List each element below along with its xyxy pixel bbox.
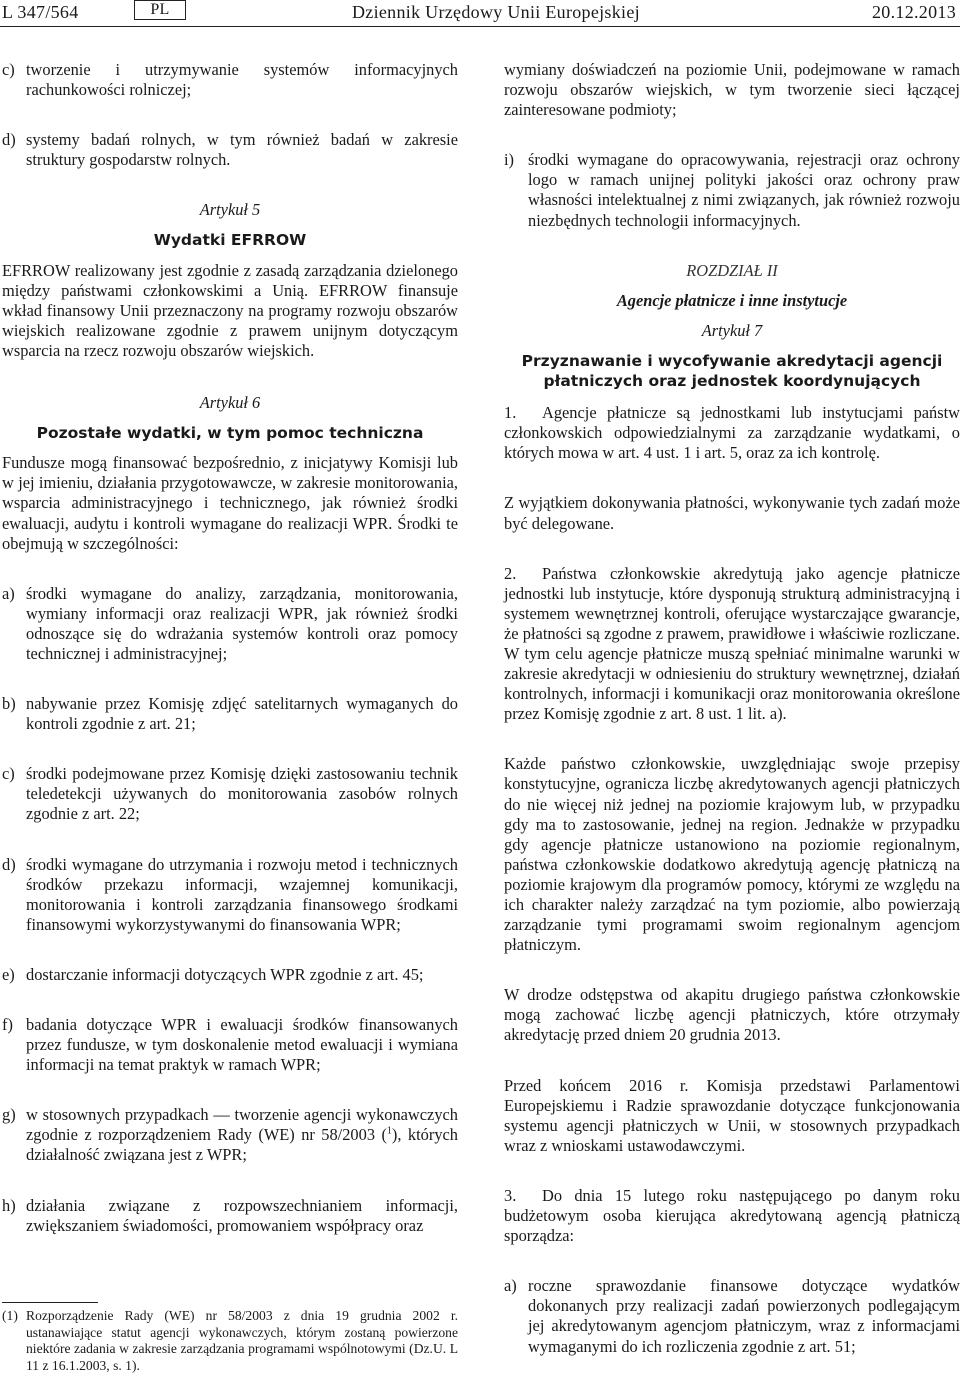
item-text: działania związane z rozpowszechnianiem informacji, zwiększaniem świadomości, promowaniem współpracy oraz: [26, 1195, 458, 1235]
paragraph-number: 2.: [504, 563, 517, 583]
item-text: roczne sprawozdanie finansowe dotyczące wydatków dokonanych przy realizacji zadań powierzonych podlegającym jej akredytowanym agencjom płatniczym, wraz z informacjami wymaganymi do ich rozliczenia zgodnie z art. 51;: [528, 1276, 960, 1356]
item-text: środki podejmowane przez Komisję dzięki zastosowaniu technik teledetekcji używanych do monitorowania zasobów rolnych zgodnie z art. 22;: [26, 764, 458, 824]
list-item: [2, 60, 458, 100]
item-text: dostarczanie informacji dotyczących WPR zgodnie z art. 45;: [26, 964, 424, 984]
page-header: [0, 0, 960, 27]
list-item: [2, 1196, 458, 1236]
continued-text: wymiany doświadczeń na poziomie Unii, podejmowane w ramach rozwoju obszarów wiejskich, w tym tworzenie sieci łączącej zainteresowane podmioty;: [504, 60, 960, 120]
paragraph-text: Państwa członkowskie akredytują jako agencje płatnicze jednostki lub instytucje, które dysponują strukturą administracyjną i systemem wewnętrznej kontroli, oferujące wystarczające gwarancje, że płatności są zgodne z prawem, prawidłowe i właściwie rozliczane. W tym celu agencje płatnicze muszą spełniać minimalne warunki w zakresie akredytacji w odniesieniu do struktury wewnętrznej, działań kontrolnych, informacji i komunikacji oraz monitorowania określone przez Komisję zgodnie z art. 8 ust. 1 lit. a).: [504, 563, 960, 724]
list-item: [2, 694, 458, 734]
paragraph-2-sub-1: Każde państwo członkowskie, uwzględniając swoje przepisy konstytucyjne, ogranicza liczbę akredytowanych agencji płatniczych do nie więcej niż jednej na poziomie krajowym lub, w przypadku gdy ma to zastosowanie, jednej na region. Jednakże w przypadku gdy agencje płatnicze ustanowiono na poziomie regionalnym, państwa członkowskie dodatkowo akredytują agencję płatniczą na poziomie krajowym dla programów pomocy, którymi ze względu na ich charakter należy zarządzać na tym poziomie, albo powierzają zarządzanie tymi programami swoim regionalnym agencjom płatniczym.: [504, 754, 960, 955]
article-6-number: Artykuł 6: [199, 393, 261, 413]
item-text: systemy badań rolnych, w tym również badań w zakresie struktury gospodarstw rolnych.: [26, 130, 458, 170]
left-column: [2, 60, 458, 1236]
list-item: [504, 1276, 960, 1356]
list-item: [2, 1015, 458, 1075]
footnote-reference[interactable]: 1: [386, 1125, 392, 1137]
list-item: [2, 965, 458, 985]
right-column: [504, 60, 960, 1357]
item-label: a): [2, 583, 15, 603]
paragraph-number: 3.: [504, 1185, 517, 1205]
footnote-text: Rozporządzenie Rady (WE) nr 58/2003 z dnia 19 grudnia 2002 r. ustanawiające statut agencji wykonawczych, którym zostaną powierzone niektóre zadania w zakresie zarządzania programami wspólnotowymi (Dz.U. L 11 z 16.1.2003, s. 1).: [26, 1308, 458, 1373]
footnote-divider: [2, 1302, 98, 1303]
list-item: [504, 150, 960, 230]
item-label: a): [504, 1276, 517, 1296]
paragraph-2-sub-2: W drodze odstępstwa od akapitu drugiego państwa członkowskie mogą zachować liczbę agencji płatniczych, które otrzymały akredytację przed dniem 20 grudnia 2013.: [504, 985, 960, 1045]
paragraph-number: 1.: [504, 403, 517, 423]
article-7-number: Artykuł 7: [701, 320, 763, 340]
language-box: PL: [134, 0, 186, 20]
item-text: [26, 1105, 458, 1165]
item-label: c): [2, 60, 15, 79]
item-label: h): [2, 1195, 16, 1215]
item-text: badania dotyczące WPR i ewaluacji środków finansowanych przez fundusze, w tym doskonalenie metod ewaluacji i wymiana informacji na temat praktyk w ramach WPR;: [26, 1015, 458, 1075]
item-text: środki wymagane do utrzymania i rozwoju metod i technicznych środków przekazu informacji, wzajemnej komunikacji, monitorowania i kontroli zarządzania finansowego środkami finansowymi wykorzystywanymi do finansowania WPR;: [26, 854, 458, 934]
item-label: g): [2, 1105, 16, 1125]
footnote-label: (1): [2, 1308, 18, 1323]
item-text: środki wymagane do opracowywania, rejestracji oraz ochrony logo w ramach unijnej polityki jakości oraz ochrony praw własności intelektualnej z nimi związanych, jak również rozwoju niezbędnych technologii informacyjnych.: [528, 150, 960, 230]
article-5-paragraph: EFRROW realizowany jest zgodnie z zasadą zarządzania dzielonego między państwami członkowskimi a Unią. EFRROW finansuje wkład finansowy Unii przeznaczony na programy rozwoju obszarów wiejskich realizowane zgodnie z prawem unijnym dotyczącym wsparcia na rzecz rozwoju obszarów wiejskich.: [2, 260, 458, 360]
chapter-title: Agencje płatnicze i inne instytucje: [616, 290, 848, 310]
chapter-number: ROZDZIAŁ II: [686, 260, 778, 280]
list-item: [2, 584, 458, 664]
item-label: c): [2, 764, 15, 784]
paragraph-text: Do dnia 15 lutego roku następującego po danym roku budżetowym osoba kierująca akredytowaną agencją płatniczą sporządza:: [504, 1185, 960, 1246]
journal-title: Dziennik Urzędowy Unii Europejskiej: [352, 2, 640, 22]
paragraph-1-sub: Z wyjątkiem dokonywania płatności, wykonywanie tych zadań może być delegowane.: [504, 493, 960, 533]
publication-date: 20.12.2013: [872, 2, 956, 22]
item-text: nabywanie przez Komisję zdjęć satelitarnych wymaganych do kontroli zgodnie z art. 21;: [26, 694, 458, 734]
item-label: d): [2, 854, 16, 874]
page-reference: L 347/564: [2, 2, 79, 22]
paragraph-1: [504, 403, 960, 463]
item-label: f): [2, 1015, 13, 1034]
item-label: d): [2, 130, 16, 150]
item-text-start: w stosownych przypadkach — tworzenie agencji wykonawczych zgodnie z rozporządzeniem Rady (WE) nr 58/2003 (: [26, 1105, 458, 1145]
list-item: [2, 130, 458, 170]
article-5-title: Wydatki EFRROW: [153, 231, 307, 250]
item-label: i): [504, 150, 515, 170]
paragraph-3: [504, 1186, 960, 1246]
list-item: [2, 1105, 458, 1165]
list-item: [2, 855, 458, 935]
item-text: środki wymagane do analizy, zarządzania, monitorowania, wymiany informacji oraz realizacji WPR, jak również środki odnoszące się do wdrażania systemów kontroli oraz pomocy technicznej i administracyjnej;: [26, 583, 458, 663]
list-item: [2, 764, 458, 824]
paragraph-2: [504, 564, 960, 725]
article-7-title: Przyznawanie i wycofywanie akredytacji agencji płatniczych oraz jednostek koordynujących: [521, 351, 943, 391]
paragraph-text: Agencje płatnicze są jednostkami lub instytucjami państw członkowskich odpowiedzialnymi za zarządzanie wydatkami, o których mowa w art. 4 ust. 1 i art. 5, oraz za ich kontrolę.: [504, 403, 960, 463]
item-text-end: ), których działalność związana jest z WPR;: [26, 1125, 458, 1165]
article-6-title: Pozostałe wydatki, w tym pomoc techniczna: [36, 424, 424, 443]
article-5-number: Artykuł 5: [199, 200, 261, 220]
paragraph-2-sub-3: Przed końcem 2016 r. Komisja przedstawi Parlamentowi Europejskiemu i Radzie sprawozdanie dotyczące funkcjonowania systemu agencji płatniczych w Unii, w stosownych przypadkach wraz z wnioskami ustawodawczymi.: [504, 1075, 960, 1155]
item-label: e): [2, 964, 15, 984]
article-6-paragraph: Fundusze mogą finansować bezpośrednio, z inicjatywy Komisji lub w jej imieniu, działania przygotowawcze, w zakresie monitorowania, wsparcia administracyjnego i technicznego, jak również środki ewaluacji, audytu i kontroli wymagane do realizacji WPR. Środki te obejmują w szczególności:: [2, 453, 458, 553]
footnote: [2, 1308, 458, 1374]
item-text: tworzenie i utrzymywanie systemów informacyjnych rachunkowości rolniczej;: [26, 60, 458, 100]
item-label: b): [2, 694, 16, 714]
